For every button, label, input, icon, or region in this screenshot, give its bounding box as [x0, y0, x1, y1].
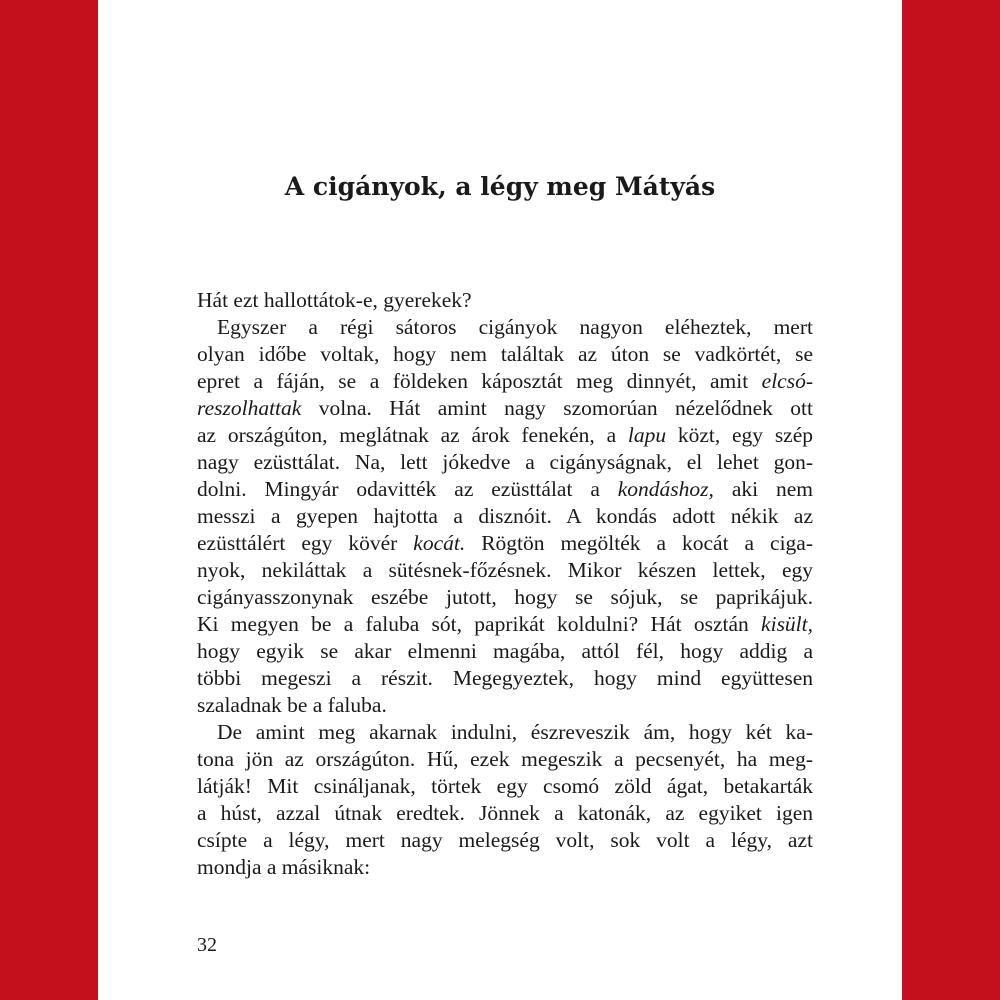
- page-number: 32: [197, 934, 217, 956]
- text-line: a húst, azzal útnak eredtek. Jönnek a katonák, az egyiket igen: [197, 801, 813, 825]
- body-text: [197, 287, 813, 881]
- text-line: hogy egyik se akar elmenni magába, attól fél, hogy addig a: [197, 639, 813, 663]
- text-line: az országúton, meglátnak az árok fenekén, a lapu közt, egy szép: [197, 423, 814, 447]
- text-line: nagy ezüsttálat. Na, lett jókedve a cigányságnak, el lehet gon-: [197, 450, 813, 474]
- text-line: többi megeszi a részit. Megegyeztek, hogy mind együttesen: [197, 666, 813, 690]
- italic-word: reszolhattak: [197, 396, 302, 420]
- italic-word: kondáshoz,: [617, 477, 714, 501]
- text-line: ezüsttálért egy kövér kocát. Rögtön megölték a kocát a ciga-: [197, 531, 814, 555]
- text-line: látják! Mit csináljanak, törtek egy csomó zöld ágat, betakarták: [197, 774, 813, 798]
- text-line: messzi a gyepen hajtotta a disznóit. A kondás adott nékik az: [197, 504, 813, 528]
- text-line: dolni. Mingyár odavitték az ezüsttálat a kondáshoz, aki nem: [197, 477, 813, 501]
- italic-word: kisült,: [761, 612, 814, 636]
- text-line: De amint meg akarnak indulni, észreveszik ám, hogy két ka-: [217, 720, 813, 744]
- text-line: csípte a légy, mert nagy melegség volt, sok volt a légy, azt: [197, 828, 813, 852]
- text-line: Hát ezt hallottátok-e, gyerekek?: [197, 288, 472, 312]
- italic-word: elcsó-: [761, 369, 813, 393]
- text-line: cigányasszonynak eszébe jutott, hogy se sójuk, se paprikájuk.: [197, 585, 813, 609]
- left-red-border: [0, 0, 98, 1000]
- text-line: olyan időbe voltak, hogy nem találtak az úton se vadkörtét, se: [197, 342, 813, 366]
- text-line: nyok, nekiláttak a sütésnek-főzésnek. Mikor készen lettek, egy: [197, 558, 813, 582]
- text-line: Egyszer a régi sátoros cigányok nagyon eléheztek, mert: [217, 315, 813, 339]
- text-line: tona jön az országúton. Hű, ezek megeszik a pecsenyét, ha meg-: [197, 747, 813, 771]
- text-line: szaladnak be a faluba.: [197, 693, 387, 717]
- right-red-border: [902, 0, 1000, 1000]
- book-page: [98, 0, 902, 1000]
- page-title: A cigányok, a légy meg Mátyás: [284, 172, 716, 201]
- italic-word: kocát.: [413, 531, 466, 555]
- text-line: epret a fáján, se a földeken káposztát meg dinnyét, amit elcsó-: [197, 369, 813, 393]
- text-line: reszolhattak volna. Hát amint nagy szomorúan nézelődnek ott: [197, 396, 813, 420]
- text-line: mondja a másiknak:: [197, 855, 371, 879]
- italic-word: lapu: [627, 423, 667, 447]
- text-line: Ki megyen be a faluba sót, paprikát koldulni? Hát osztán kisült,: [197, 612, 814, 636]
